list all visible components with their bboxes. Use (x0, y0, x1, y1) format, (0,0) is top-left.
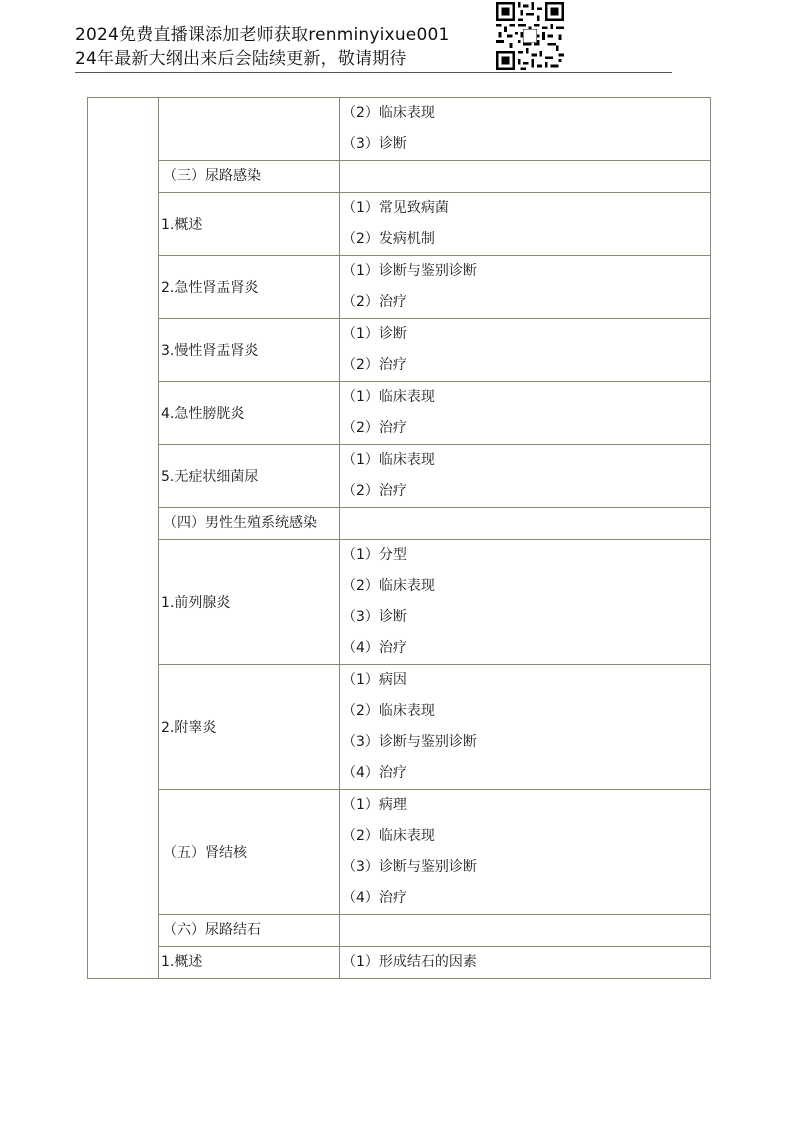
blank-side-column (88, 98, 159, 979)
list-item: （3）诊断 (342, 136, 407, 152)
items-cell (340, 915, 711, 947)
list-item: （2）治疗 (342, 420, 407, 436)
items-cell (340, 256, 711, 319)
list-item: （2）临床表现 (342, 703, 435, 719)
topic-text: 1.概述 (161, 954, 203, 970)
list-item: （1）诊断 (342, 326, 407, 342)
list-item: （2）临床表现 (342, 578, 435, 594)
table-row (88, 382, 711, 445)
list-item: （2）发病机制 (342, 231, 435, 247)
table-row (88, 790, 711, 915)
topic-cell: 3.慢性肾盂肾炎 (159, 319, 340, 382)
topic-cell: 1.前列腺炎 (159, 540, 340, 665)
list-item: （2）治疗 (342, 483, 407, 499)
items-cell (340, 540, 711, 665)
list-item: （1）诊断与鉴别诊断 (342, 263, 477, 279)
list-item (342, 161, 710, 192)
list-item: （3）诊断 (342, 609, 407, 625)
list-item: （1）病理 (342, 797, 407, 813)
section-heading: （五）肾结核 (159, 790, 340, 915)
list-item: （1）分型 (342, 547, 407, 563)
list-item: （1）临床表现 (342, 452, 435, 468)
section-heading (159, 508, 340, 540)
items-cell (340, 319, 711, 382)
list-item (342, 915, 710, 946)
header-line-2: 24年最新大纲出来后会陆续更新，敬请期待 (75, 49, 407, 69)
items-cell (340, 445, 711, 508)
table-row (88, 98, 711, 161)
list-item: （2）治疗 (342, 294, 407, 310)
list-item: （1）病因 (342, 672, 407, 688)
list-item: （3）诊断与鉴别诊断 (342, 859, 477, 875)
items-cell (340, 790, 711, 915)
list-item: （1）临床表现 (342, 389, 435, 405)
topic-cell (159, 947, 340, 979)
list-item: （2）临床表现 (342, 828, 435, 844)
table-row (88, 256, 711, 319)
items-cell (340, 193, 711, 256)
table-row (88, 915, 711, 947)
topic-cell: 4.急性膀胱炎 (159, 382, 340, 445)
section-heading-text: （六）尿路结石 (163, 922, 261, 938)
list-item: （4）治疗 (342, 765, 407, 781)
table-row (88, 508, 711, 540)
table-row (88, 445, 711, 508)
header-line-1: 2024免费直播课添加老师获取renminyixue001 (75, 25, 450, 45)
table-row (88, 665, 711, 790)
topic-cell: 2.附睾炎 (159, 665, 340, 790)
section-heading-text: （四）男性生殖系统感染 (163, 515, 317, 531)
items-cell (340, 947, 711, 979)
section-heading-text: （三）尿路感染 (163, 168, 261, 184)
topic-cell: 1.概述 (159, 193, 340, 256)
table-row (88, 161, 711, 193)
list-item: （4）治疗 (342, 640, 407, 656)
list-item: （2）治疗 (342, 357, 407, 373)
list-item: （3）诊断与鉴别诊断 (342, 734, 477, 750)
table-row (88, 540, 711, 665)
list-item: （1）常见致病菌 (342, 200, 449, 216)
list-item: （2）临床表现 (342, 105, 435, 121)
list-item: （4）治疗 (342, 890, 407, 906)
items-cell (340, 508, 711, 540)
table-row (88, 193, 711, 256)
topic-cell: 5.无症状细菌尿 (159, 445, 340, 508)
items-cell (340, 98, 711, 161)
table-row (88, 947, 711, 979)
topic-cell: 2.急性肾盂肾炎 (159, 256, 340, 319)
section-heading (159, 161, 340, 193)
syllabus-table (87, 97, 711, 979)
qr-code-icon (496, 2, 564, 70)
list-item (342, 508, 710, 539)
items-cell (340, 161, 711, 193)
items-cell (340, 665, 711, 790)
list-item: （1）形成结石的因素 (342, 954, 477, 970)
topic-cell (159, 98, 340, 161)
table-row (88, 319, 711, 382)
header-divider (75, 72, 672, 73)
items-cell (340, 382, 711, 445)
section-heading (159, 915, 340, 947)
